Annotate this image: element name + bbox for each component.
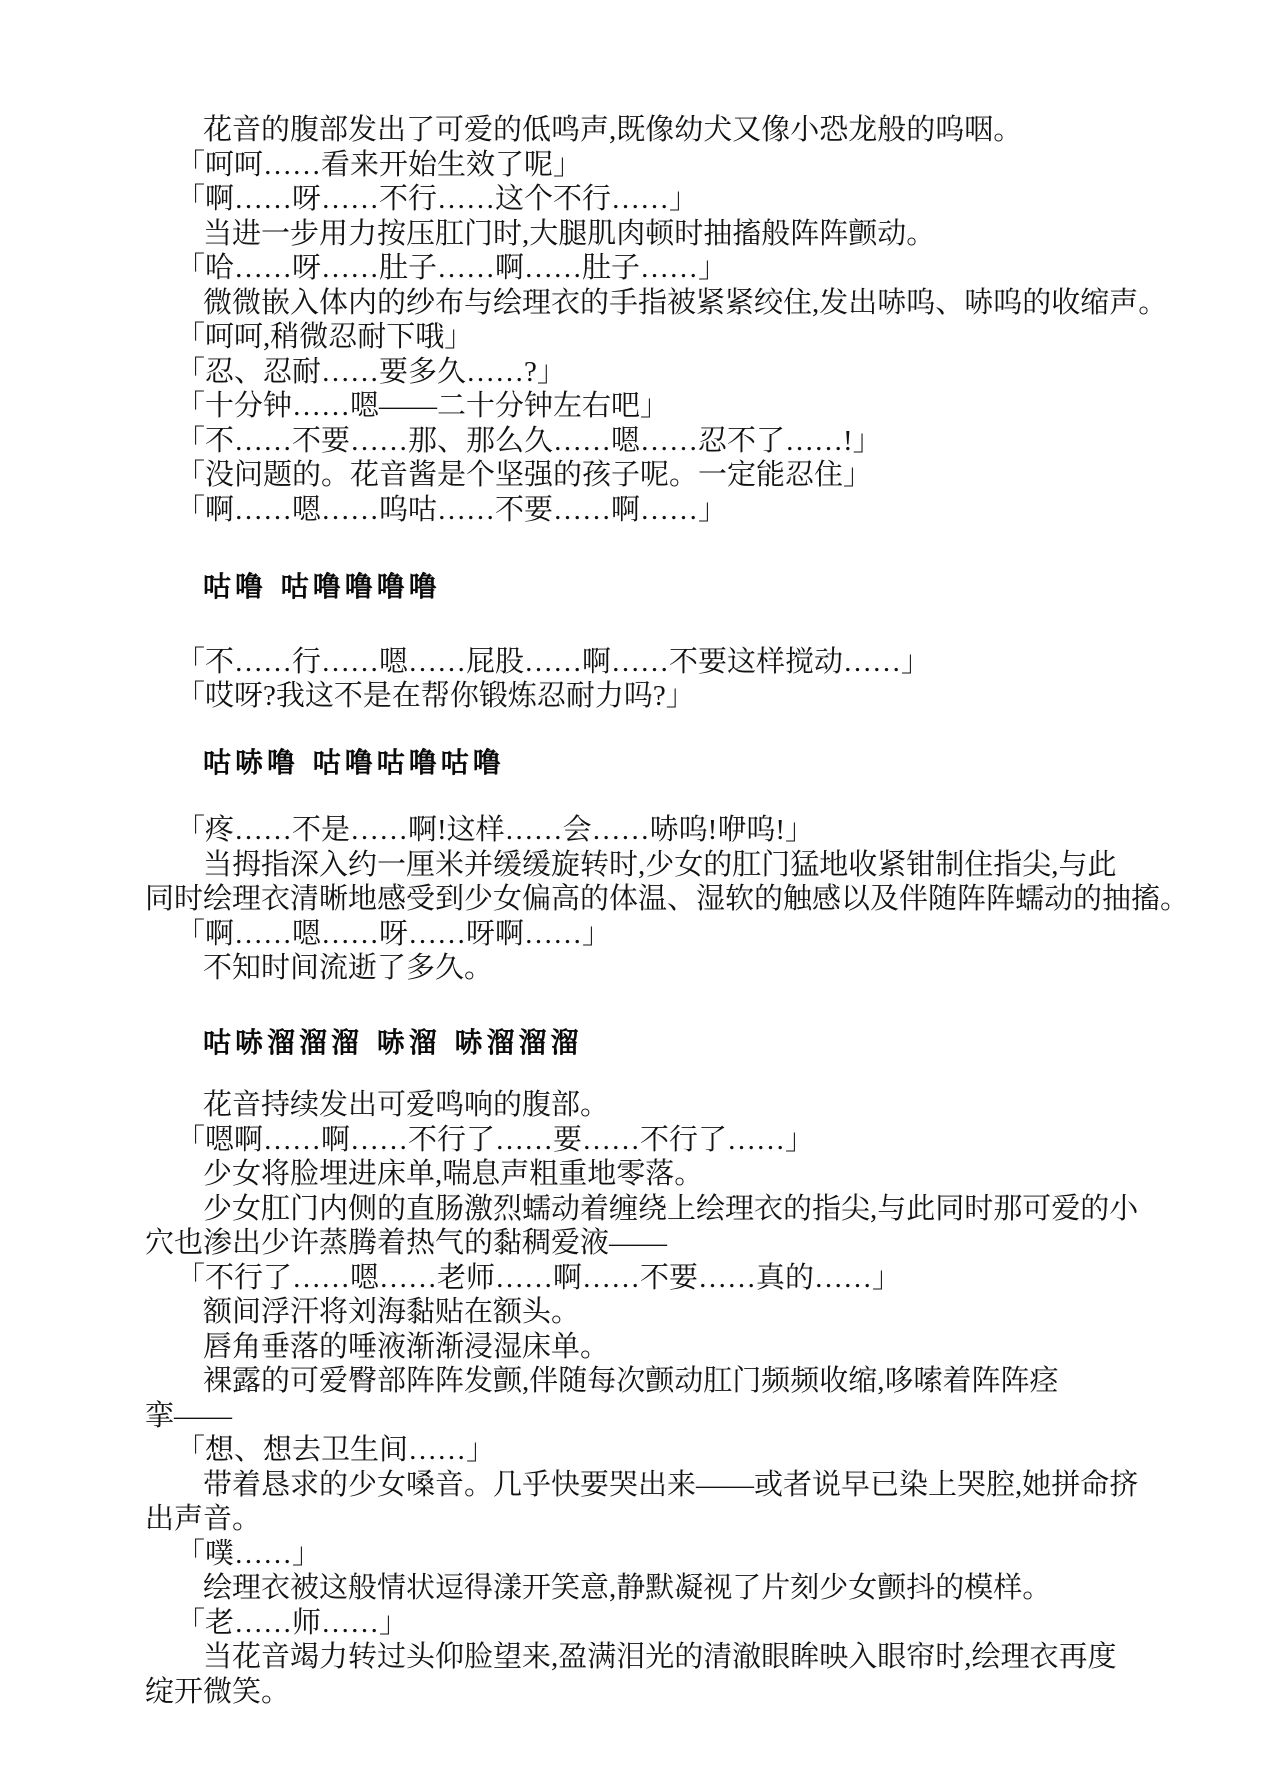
text-line: 当进一步用力按压肛门时,大腿肌肉顿时抽搐般阵阵颤动。: [203, 217, 936, 250]
text-line: 不知时间流逝了多久。: [203, 952, 494, 984]
text-line: 「老……师……」: [176, 1606, 409, 1639]
text-line: 「没问题的。花音酱是个坚强的孩子呢。一定能忍住」: [176, 459, 873, 491]
text-line: 绘理衣被这般情状逗得漾开笑意,静默凝视了片刻少女颤抖的模样。: [203, 1572, 1052, 1604]
text-line: 「嗯啊……啊……不行了……要……不行了……」: [176, 1123, 815, 1156]
sfx-line: 咕哧溜溜溜 哧溜 哧溜溜溜: [203, 1025, 583, 1059]
text-line: 「不……行……嗯……屁股……啊……不要这样搅动……」: [176, 645, 931, 678]
text-line: 当拇指深入约一厘米并缓缓旋转时,少女的肛门猛地收紧钳制住指尖,与此: [203, 848, 1117, 881]
text-line: 「哈……呀……肚子……啊……肚子……」: [176, 252, 728, 284]
text-line: 穴也渗出少许蒸腾着热气的黏稠爱液——: [145, 1227, 668, 1259]
text-line: 「十分钟……嗯——二十分钟左右吧」: [176, 390, 670, 422]
sfx-line: 咕噜 咕噜噜噜噜: [203, 570, 441, 603]
text-line: 当花音竭力转过头仰脸望来,盈满泪光的清澈眼眸映入眼帘时,绘理衣再度: [203, 1641, 1117, 1673]
text-line: 「哎呀?我这不是在帮你锻炼忍耐力吗?」: [176, 680, 695, 712]
text-line: 「噗……」: [176, 1537, 322, 1570]
text-line: 「想、想去卫生间……」: [176, 1434, 496, 1466]
text-block: [145, 113, 1190, 1709]
sfx-line: 咕哧噜 咕噜咕噜咕噜: [203, 745, 505, 779]
text-line: 裸露的可爱臀部阵阵发颤,伴随每次颤动肛门频频收缩,哆嗦着阵阵痉: [203, 1365, 1059, 1397]
text-line: 带着恳求的少女嗓音。几乎快要哭出来——或者说早已染上哭腔,她拼命挤: [203, 1468, 1139, 1501]
text-line: 「不……不要……那、那么久……嗯……忍不了……!」: [176, 424, 882, 457]
text-line: 花音的腹部发出了可爱的低鸣声,既像幼犬又像小恐龙般的呜咽。: [203, 114, 1023, 146]
text-line: 「不行了……嗯……老师……啊……不要……真的……」: [176, 1261, 902, 1294]
text-line: 「呵呵,稍微忍耐下哦」: [176, 321, 474, 353]
text-line: 「呵呵……看来开始生效了呢」: [176, 148, 583, 181]
text-line: 额间浮汗将刘海黏贴在额头。: [203, 1296, 581, 1328]
text-line: 「啊……呀……不行……这个不行……」: [176, 183, 699, 215]
text-line: 少女将脸埋进床单,喘息声粗重地零落。: [203, 1158, 704, 1190]
text-line: 少女肛门内侧的直肠激烈蠕动着缠绕上绘理衣的指尖,与此同时那可爱的小: [203, 1192, 1139, 1225]
text-line: 绽开微笑。: [145, 1675, 291, 1708]
text-line: 「疼……不是……啊!这样……会……哧呜!咿呜!」: [176, 814, 814, 846]
text-line: 「忍、忍耐……要多久……?」: [176, 355, 566, 388]
text-line: 挛——: [145, 1399, 233, 1432]
text-line: 出声音。: [145, 1503, 262, 1535]
text-line: 「啊……嗯……呜咕……不要……啊……」: [176, 493, 728, 526]
text-line: 唇角垂落的唾液渐渐浸湿床单。: [203, 1330, 610, 1363]
text-line: 花音持续发出可爱鸣响的腹部。: [203, 1089, 610, 1121]
text-line: 「啊……嗯……呀……呀啊……」: [176, 917, 612, 950]
text-line: 微微嵌入体内的纱布与绘理衣的手指被紧紧绞住,发出哧呜、哧呜的收缩声。: [203, 286, 1168, 319]
text-line: 同时绘理衣清晰地感受到少女偏高的体温、湿软的触感以及伴随阵阵蠕动的抽搐。: [145, 883, 1190, 915]
